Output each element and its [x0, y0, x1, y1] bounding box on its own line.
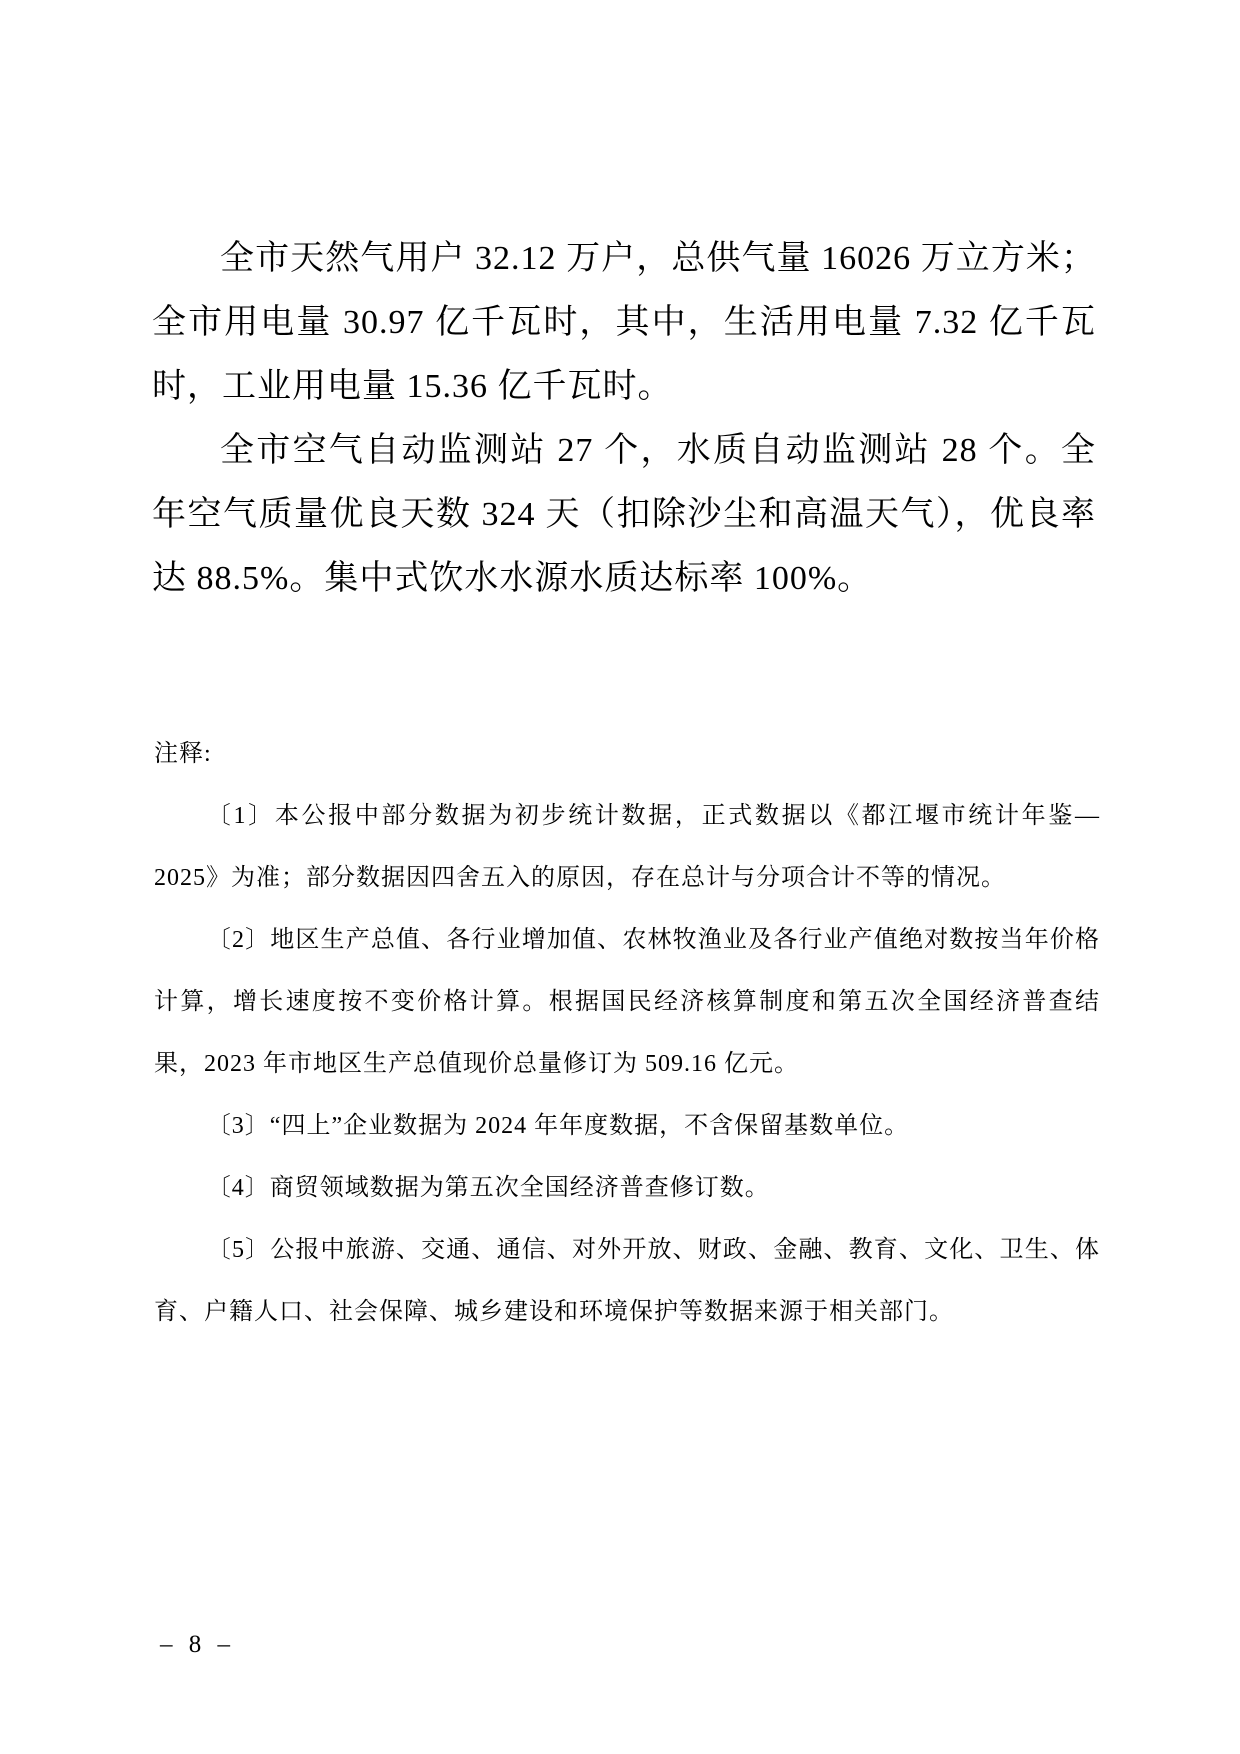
body-paragraph-utilities: 全市天然气用户 32.12 万户，总供气量 16026 万立方米；全市用电量 30.97 亿千瓦时，其中，生活用电量 7.32 亿千瓦时，工业用电量 15.36 亿千瓦时。	[152, 240, 1096, 405]
notes-section	[154, 723, 1100, 1343]
page-number: – 8 –	[160, 1631, 235, 1658]
note-item-5: 〔5〕公报中旅游、交通、通信、对外开放、财政、金融、教育、文化、卫生、体育、户籍人口、社会保障、城乡建设和环境保护等数据来源于相关部门。	[154, 1237, 1100, 1325]
note-item-1: 〔1〕本公报中部分数据为初步统计数据，正式数据以《都江堰市统计年鉴—2025》为准；部分数据因四舍五入的原因，存在总计与分项合计不等的情况。	[154, 803, 1100, 891]
notes-label: 注释:	[154, 741, 212, 767]
note-item-2: 〔2〕地区生产总值、各行业增加值、农林牧渔业及各行业产值绝对数按当年价格计算，增长速度按不变价格计算。根据国民经济核算制度和第五次全国经济普查结果，2023 年市地区生产总值现价总量修订为 509.16 亿元。	[154, 927, 1100, 1077]
body-paragraph-environment: 全市空气自动监测站 27 个，水质自动监测站 28 个。全年空气质量优良天数 324 天（扣除沙尘和高温天气），优良率达 88.5%。集中式饮水水源水质达标率 100%。	[152, 432, 1096, 597]
note-item-3: 〔3〕“四上”企业数据为 2024 年年度数据，不含保留基数单位。	[206, 1113, 910, 1139]
body-text-block	[152, 227, 1096, 611]
note-item-4: 〔4〕商贸领域数据为第五次全国经济普查修订数。	[206, 1175, 770, 1201]
